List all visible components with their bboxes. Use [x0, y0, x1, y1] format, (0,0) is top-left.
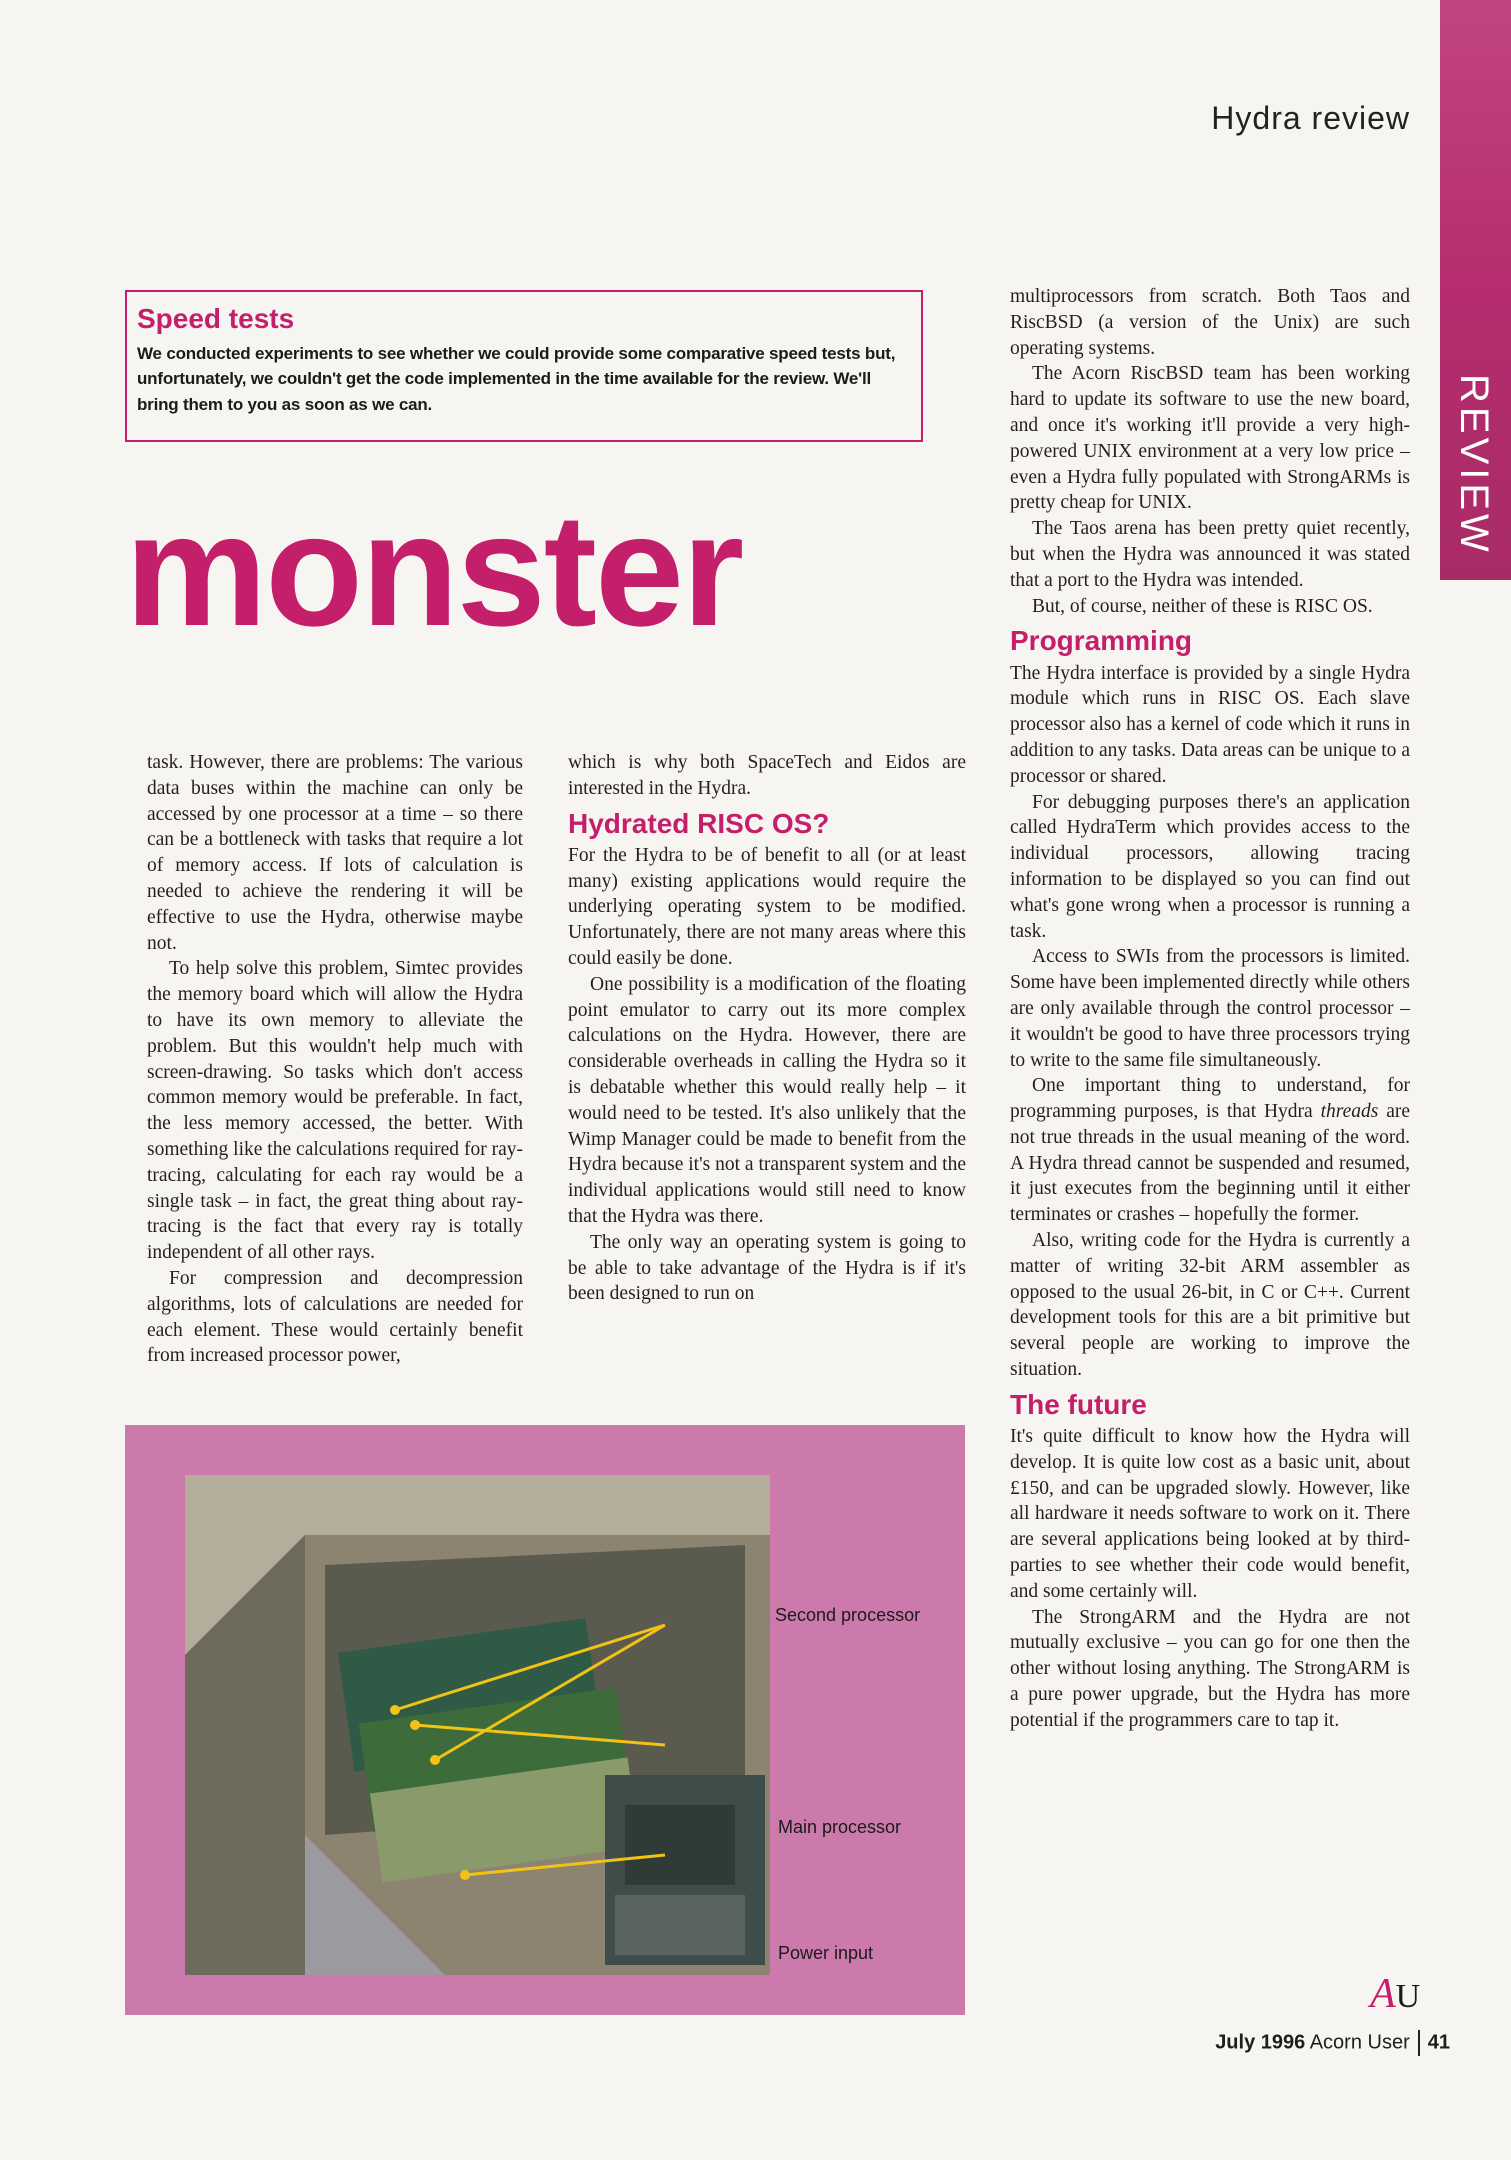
paragraph: One possibility is a modification of the floating point emulator to carry out its more complex calculations on the Hydra. However, there are considerable overheads in calling the Hydra so it is debatable whether this would really help – it would need to be tested. It's also unlikely that the Wimp Manager could be made to benefit from the Hydra because it's not a transparent system and the individual applications would still need to know that the Hydra was there.: [568, 973, 966, 1227]
section-heading-programming: Programming: [1010, 625, 1193, 657]
column-1: [147, 750, 523, 1369]
footer-separator: [1418, 2030, 1420, 2056]
paragraph: It's quite difficult to know how the Hydra will develop. It is quite low cost as a basic unit, about £150, and can be upgraded slowly. However, like all hardware it needs software to work on it. There are several applications being looked at by third-parties to see whether their code would benefit, and some certainly will.: [1010, 1426, 1410, 1602]
side-tab-label: REVIEW: [1452, 374, 1496, 556]
photo-box: [125, 1425, 965, 2015]
hydra-board-photo: [185, 1475, 770, 1975]
photo-illustration: [185, 1475, 770, 1975]
text-run: are not true threads in the usual meaning of the word. A Hydra thread cannot be suspended and resumed, it just executes from the beginning until it either terminates or crashes – hopefully the former.: [1010, 1101, 1410, 1226]
paragraph: The Hydra interface is provided by a single Hydra module which runs in RISC OS. Each slave processor also has a kernel of code which it runs in addition to any tasks. Data areas can be unique to a processor or shared.: [1010, 662, 1410, 787]
paragraph: But, of course, neither of these is RISC OS.: [1032, 595, 1373, 617]
label-power-input: Power input: [778, 1943, 874, 1963]
paragraph: For compression and decompression algorithms, lots of calculations are needed for each element. These would certainly benefit from increased processor power,: [147, 1267, 523, 1367]
footer-page-number: 41: [1427, 2031, 1450, 2054]
speed-tests-box: [125, 290, 923, 442]
paragraph: The StrongARM and the Hydra are not mutually exclusive – you can go for one then the other without losing anything. The StrongARM is a pure power upgrade, but the Hydra has more potential if the programmers care to tap it.: [1010, 1606, 1410, 1731]
paragraph: task. However, there are problems: The various data buses within the machine can only be accessed by one processor at a time – so there can be a bottleneck with tasks that require a lot of memory access. If lots of calculation is needed to achieve the rendering it will be effective to use the Hydra, otherwise maybe not.: [147, 752, 523, 954]
paragraph: which is why both SpaceTech and Eidos are interested in the Hydra.: [568, 752, 966, 799]
footer-magazine: Acorn User: [1309, 2031, 1410, 2054]
label-main-processor: Main processor: [778, 1817, 902, 1837]
paragraph: Also, writing code for the Hydra is currently a matter of writing 32-bit ARM assembler as opposed to the usual 26-bit, in C or C++. Current development tools for this are a bit primitive but several people are working to improve the situation.: [1010, 1230, 1410, 1381]
page-footer: [1150, 2030, 1450, 2056]
acorn-user-logo: [1370, 1970, 1420, 2018]
speed-tests-body: We conducted experiments to see whether we could provide some comparative speed tests but, unfortunately, we couldn't get the code implemented in the time available for the review. We'll bring them to you as soon as we can.: [137, 343, 896, 414]
section-header: Hydra review: [1211, 100, 1410, 136]
italic-term: threads: [1320, 1101, 1379, 1123]
headline: monster: [125, 480, 743, 659]
section-heading-hydrated: Hydrated RISC OS?: [568, 807, 830, 839]
paragraph: multiprocessors from scratch. Both Taos and RiscBSD (a version of the Unix) are such operating systems.: [1010, 286, 1410, 359]
column-2: [568, 750, 966, 1307]
speed-tests-title: Speed tests: [137, 303, 295, 334]
paragraph: For debugging purposes there's an application called HydraTerm which provides access to the individual processors, allowing tracing information to be displayed so you can find out what's gone wrong when a processor is running a task.: [1010, 791, 1410, 942]
paragraph: Access to SWIs from the processors is limited. Some have been implemented directly while others are only available through the control processor – it wouldn't be good to have three processors trying to write to the same file simultaneously.: [1010, 946, 1410, 1071]
paragraph: To help solve this problem, Simtec provides the memory board which will allow the Hydra to have its own memory to alleviate the problem. But this wouldn't help much with screen-drawing. So tasks which don't access common memory would be preferable. In fact, the less memory accessed, the better. With something like the calculations required for ray-tracing, calculating for each ray would be a single task – in fact, the great thing about ray-tracing is the fact that every ray is totally independent of all other rays.: [147, 958, 523, 1264]
paragraph: The Acorn RiscBSD team has been working hard to update its software to use the new board, and once it's working it'll provide a very high-powered UNIX environment at a very low price – even a Hydra fully populated with StrongARMs is pretty cheap for UNIX.: [1010, 363, 1410, 514]
logo-letter-a: A: [1370, 1971, 1396, 2017]
text-run: One important thing to understand, for programming purposes, is that Hydra: [1010, 1075, 1410, 1123]
paragraph: [1010, 1073, 1410, 1228]
side-tab: [1440, 0, 1511, 580]
paragraph: The only way an operating system is going to be able to take advantage of the Hydra is if it's been designed to run on: [568, 1231, 966, 1305]
paragraph: For the Hydra to be of benefit to all (or at least many) existing applications would require the underlying operating system to be modified. Unfortunately, there are not many areas where this could easily be done.: [568, 844, 966, 969]
column-3: [1010, 284, 1410, 1734]
section-heading-future: The future: [1010, 1388, 1147, 1420]
footer-date: July 1996: [1215, 2031, 1306, 2054]
logo-letter-u: U: [1395, 1978, 1421, 2015]
label-second-processor: Second processor: [775, 1605, 921, 1625]
paragraph: The Taos arena has been pretty quiet recently, but when the Hydra was announced it was stated that a port to the Hydra was intended.: [1010, 518, 1410, 591]
